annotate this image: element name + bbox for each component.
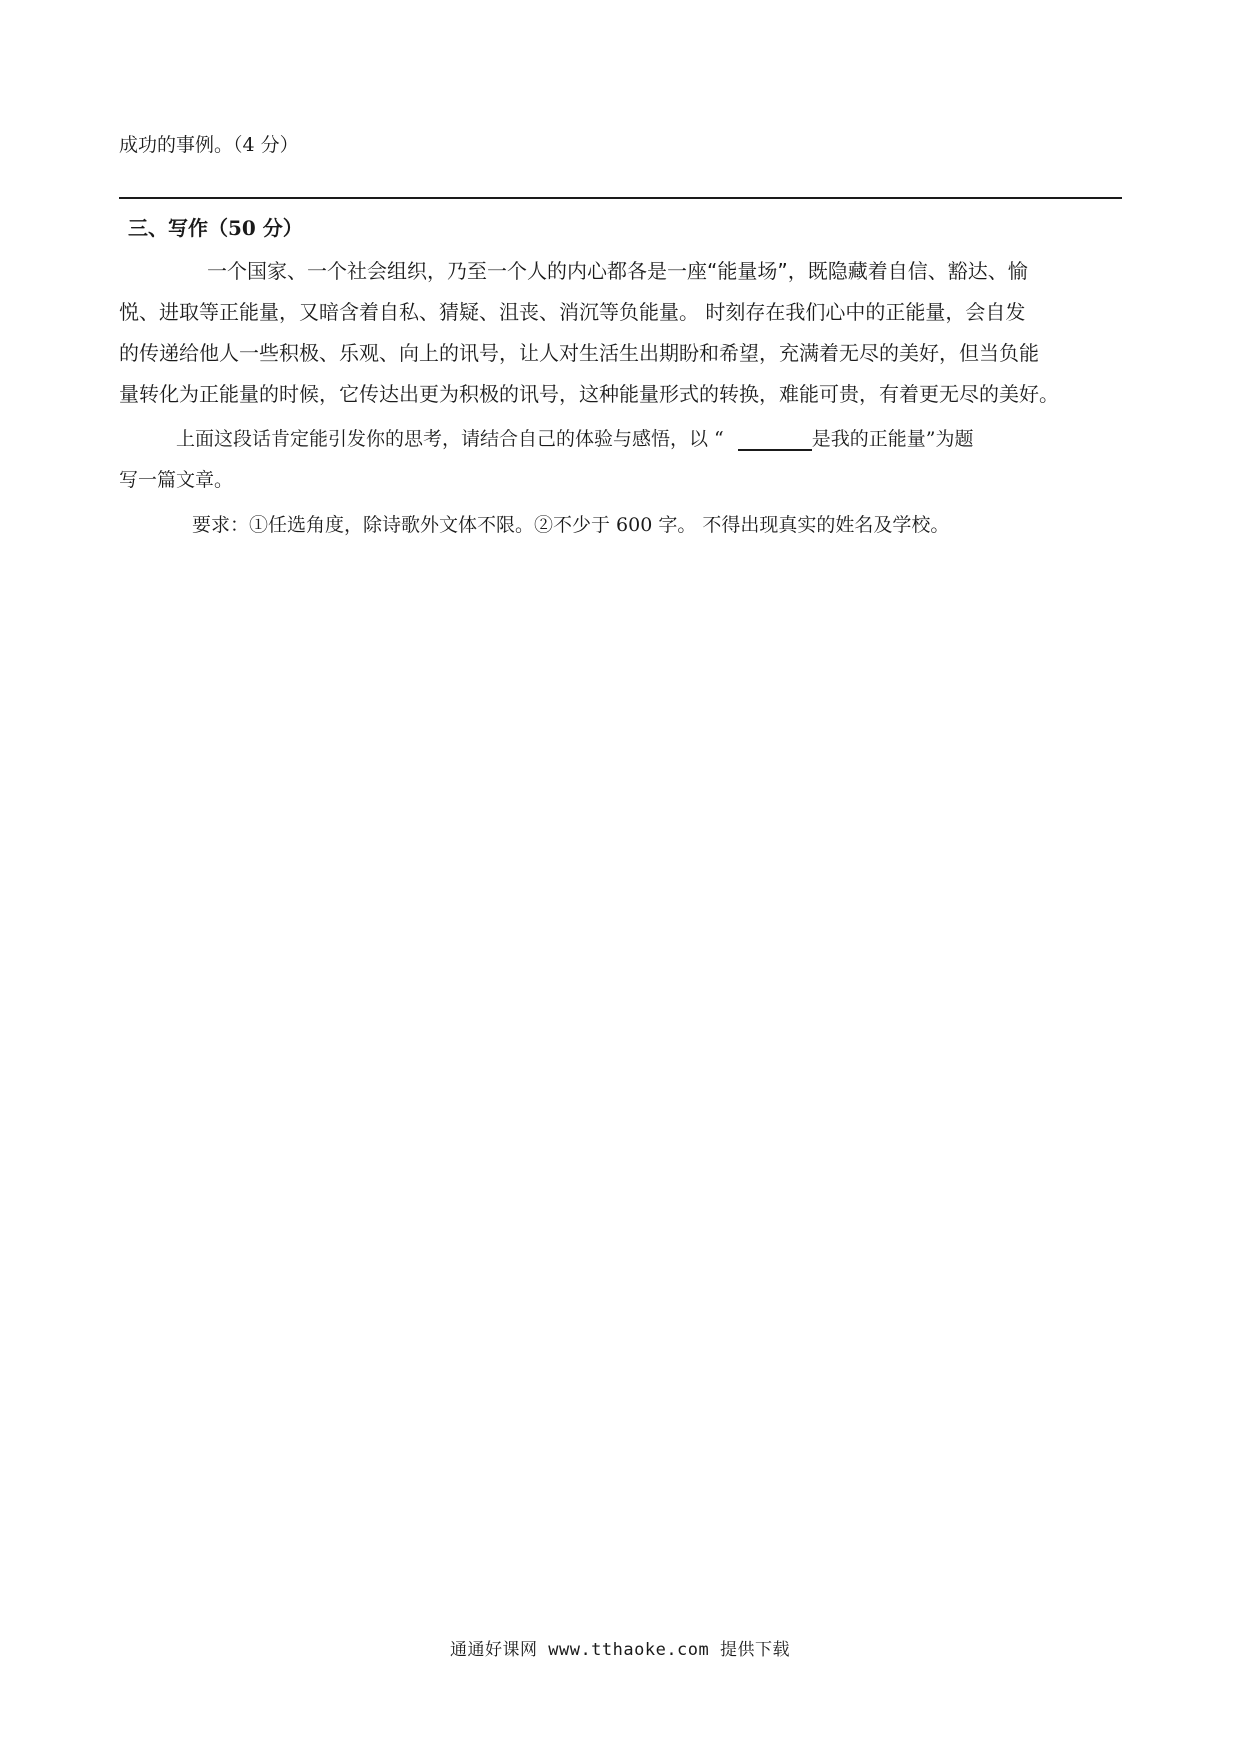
download-footer: 通通好课网 www.tthaoke.com 提供下载 (450, 1640, 790, 1660)
passage-line-2: 悦、进取等正能量，又暗含着自私、猜疑、沮丧、消沉等负能量。 时刻存在我们心中的正能量，会自发 (119, 300, 1026, 324)
passage-line-1: 一个国家、一个社会组织，乃至一个人的内心都各是一座“能量场”，既隐藏着自信、豁达、愉 (207, 259, 1028, 283)
section-heading-writing: 三、写作（50 分） (128, 216, 303, 240)
prompt-line-2: 写一篇文章。 (119, 469, 234, 491)
title-blank (738, 429, 812, 451)
prompt-line-1 (176, 427, 973, 451)
writing-requirements: 要求：①任选角度，除诗歌外文体不限。②不少于 600 字。 不得出现真实的姓名及学校。 (192, 514, 950, 536)
prompt-text-after-blank: 是我的正能量”为题 (811, 428, 974, 450)
previous-question-continuation: 成功的事例。（4 分） (119, 134, 299, 156)
passage-line-3: 的传递给他人一些积极、乐观、向上的讯号，让人对生活生出期盼和希望，充满着无尽的美好，但当负能 (119, 341, 1039, 365)
prompt-text-before-blank: 上面这段话肯定能引发你的思考，请结合自己的体验与感悟，以 “ (176, 428, 724, 450)
horizontal-rule (119, 197, 1122, 199)
passage-line-4: 量转化为正能量的时候，它传达出更为积极的讯号，这种能量形式的转换，难能可贵，有着更无尽的美好。 (119, 382, 1059, 406)
